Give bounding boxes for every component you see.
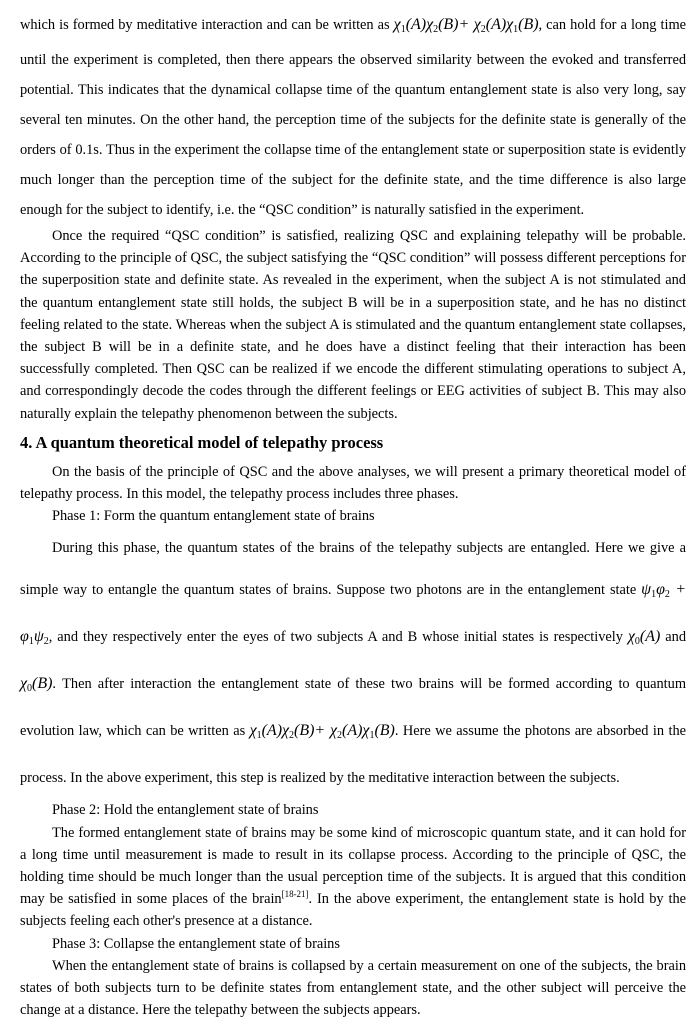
phase-3-title: Phase 3: Collapse the entanglement state of brains: [52, 935, 340, 952]
p4-text-3: and: [665, 629, 686, 646]
paragraph-4: [20, 527, 686, 799]
paragraph-5: [20, 822, 686, 933]
paragraph-2: Once the required “QSC condition” is satisfied, realizing QSC and explaining telepathy will be probable. According to the principle of QSC, the subject satisfying the “QSC condition” will possess different perceptions for the superposition state and definite state. As revealed in the experiment, when the subject A is not stimulated and the quantum entanglement state still holds, the subject B will be in a superposition state, and he has no distinct feeling related to the state. Whereas when the subject A is stimulated and the quantum entanglement state collapses, the subject B will be in a definite state, and he does have a distinct feeling that their interaction has been successfully completed. Then QSC can be realized if we encode the different stimulating operations to subject A, and correspondingly decode the codes through the different feelings or EEG activities of subject B. This may also naturally explain the telepathy phenomenon between the subjects.: [20, 228, 686, 422]
p1-rest: hold for a long time until the experiment is completed, then there appears the observed similarity between the evoked and transferred potential. This indicates that the dynamical collapse time of the quantum entanglement state is also very long, say several ten minutes. On the other hand, the perception time of the subjects for the definite state is generally of the orders of 0.1s. Thus in the experiment the collapse time of the entanglement state or superposition state is evidently much longer than the perception time of the subject for the definite state, and the time difference is also large enough for the subject to identify, i.e. the “QSC condition” is naturally satisfied in the experiment.: [20, 17, 687, 218]
section-heading: 4. A quantum theoretical model of telepathy process: [20, 432, 384, 452]
equation-entanglement-2: $\chi_1(A)\chi_2(B)+ \chi_2(A)\chi_1(B)$: [249, 722, 395, 742]
equation-photon-state: $\psi_1\varphi_2 + \varphi_1\psi_2$: [20, 581, 687, 648]
equation-initial-a: $\chi_0(A)$: [627, 628, 661, 648]
p5-text-1: The formed entanglement state of brains may be some kind of microscopic quantum state, and it can hold for a long time until measurement is made to result in its collapse process. According to the principle of QSC, the holding time should be much longer than the usual perception time of the subjects. It is argued that this condition may be satisfied in some places of the brain: [20, 824, 686, 908]
p4-text-2: , and they respectively enter the eyes of two subjects A and B whose initial states is respectively: [48, 629, 623, 646]
p5-text-2: . In the above experiment, the entanglement state is hold by the subjects feeling each other's presence at a distance.: [20, 891, 686, 930]
p4-text-1: During this phase, the quantum states of the brains of the telepathy subjects are entangled. Here we give a simple way to entangle the quantum states of brains. Suppose two photons are in the entanglement state: [20, 540, 686, 599]
phase-2-title: Phase 2: Hold the entanglement state of brains: [52, 802, 319, 819]
paragraph-6: When the entanglement state of brains is collapsed by a certain measurement on one of the subjects, the brain states of both subjects turn to be definite states from entanglement state, and the other subject will perceive the change at a distance. Here the telepathy between the subjects appears.: [20, 957, 686, 1019]
equation-entanglement-1: $\chi_1(A)\chi_2(B)+ \chi_2(A)\chi_1(B)$: [393, 16, 539, 35]
citation: [18-21]: [281, 889, 309, 900]
phase-1-title: Phase 1: Form the quantum entanglement state of brains: [52, 508, 375, 525]
p1-line1-end: , can: [538, 17, 567, 33]
p1-line1-text: which is formed by meditative interaction and can be written as: [20, 17, 390, 33]
paragraph-3: On the basis of the principle of QSC and the above analyses, we will present a primary theoretical model of telepathy process. In this model, the telepathy process includes three phases.: [20, 463, 686, 503]
equation-initial-b: $\chi_0(B)$: [20, 675, 53, 695]
p4-text-4: . Then after interaction the entanglement state of these two brains will be formed according to quantum evolution law, which can be written as: [20, 676, 686, 740]
paragraph-1: [20, 10, 686, 225]
p4-text-5: . Here we assume the photons are absorbed in the process. In the above experiment, this step is realized by the meditative interaction between the subjects.: [20, 723, 686, 787]
